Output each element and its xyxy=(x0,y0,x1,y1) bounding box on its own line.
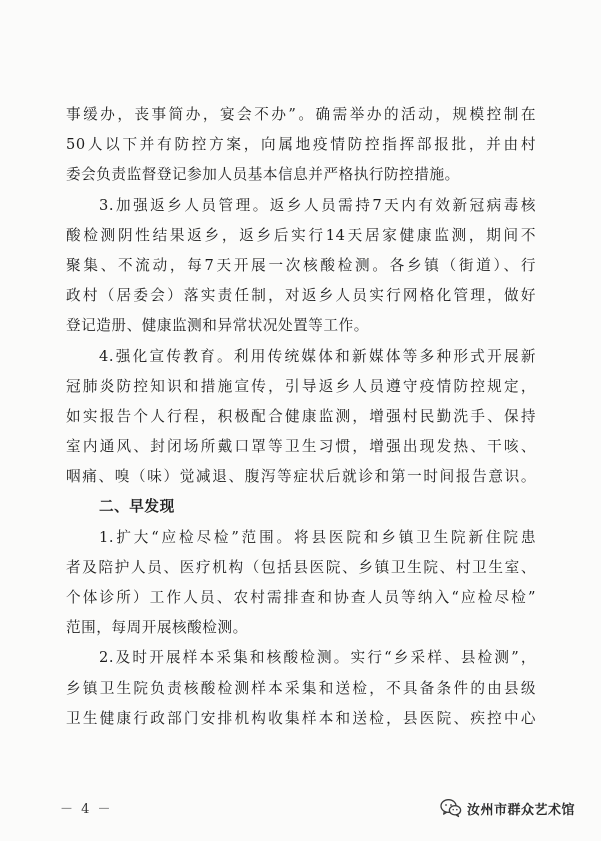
text-line: 委会负责监督登记参加人员基本信息并严格执行防控措施。 xyxy=(66,166,460,184)
text-line: 咽痛、嗅（味）觉减退、腹泻等症状后就诊和第一时间报告意识。 xyxy=(66,468,536,486)
text-line: 冠肺炎防控知识和措施宣传，引导返乡人员遵守疫情防控规定， xyxy=(66,377,536,395)
page-number: － 4 － xyxy=(60,802,113,817)
text-line: 范围，每周开展核酸检测。 xyxy=(66,619,248,637)
paragraph-item-4-start: 4.强化宣传教育。利用传统媒体和新媒体等多种形式开展新 xyxy=(99,347,536,365)
paragraph-item-2-start: 2.及时开展样本采集和核酸检测。实行“乡采样、县检测”， xyxy=(99,649,536,667)
section-heading: 二、早发现 xyxy=(99,498,175,516)
text-line: 政村（居委会）落实责任制，对返乡人员实行网格化管理，做好 xyxy=(66,287,536,305)
watermark-text: 汝州市群众艺术馆 xyxy=(467,802,576,818)
text-line: 事缓办，丧事简办，宴会不办”。确需举办的活动，规模控制在 xyxy=(66,106,536,123)
document-body xyxy=(66,100,536,734)
paragraph-item-1-start: 1.扩大“应检尽检”范围。将县医院和乡镇卫生院新住院患 xyxy=(99,528,536,546)
wechat-icon xyxy=(440,798,462,818)
text-line: 室内通风、封闭场所戴口罩等卫生习惯，增强出现发热、干咳、 xyxy=(66,438,536,456)
text-line: 50人以下并有防控方案，向属地疫情防控指挥部报批，并由村 xyxy=(66,136,536,154)
text-line: 者及陪护人员、医疗机构（包括县医院、乡镇卫生院、村卫生室、 xyxy=(66,558,536,576)
text-line: 聚集、不流动，每7天开展一次核酸检测。各乡镇（街道）、行 xyxy=(66,256,536,274)
text-line: 乡镇卫生院负责核酸检测样本采集和送检，不具备条件的由县级 xyxy=(66,679,536,697)
text-line: 个体诊所）工作人员、农村需排查和协查人员等纳入“应检尽检” xyxy=(66,589,536,606)
watermark xyxy=(440,796,575,820)
text-line: 如实报告个人行程，积极配合健康监测，增强村民勤洗手、保持 xyxy=(66,407,536,425)
text-line: 登记造册、健康监测和异常状况处置等工作。 xyxy=(66,317,369,335)
paragraph-item-3-start: 3.加强返乡人员管理。返乡人员需持7天内有效新冠病毒核 xyxy=(99,196,536,214)
text-line: 酸检测阴性结果返乡，返乡后实行14天居家健康监测，期间不 xyxy=(66,226,536,244)
text-line: 卫生健康行政部门安排机构收集样本和送检，县医院、疾控中心 xyxy=(66,709,536,727)
